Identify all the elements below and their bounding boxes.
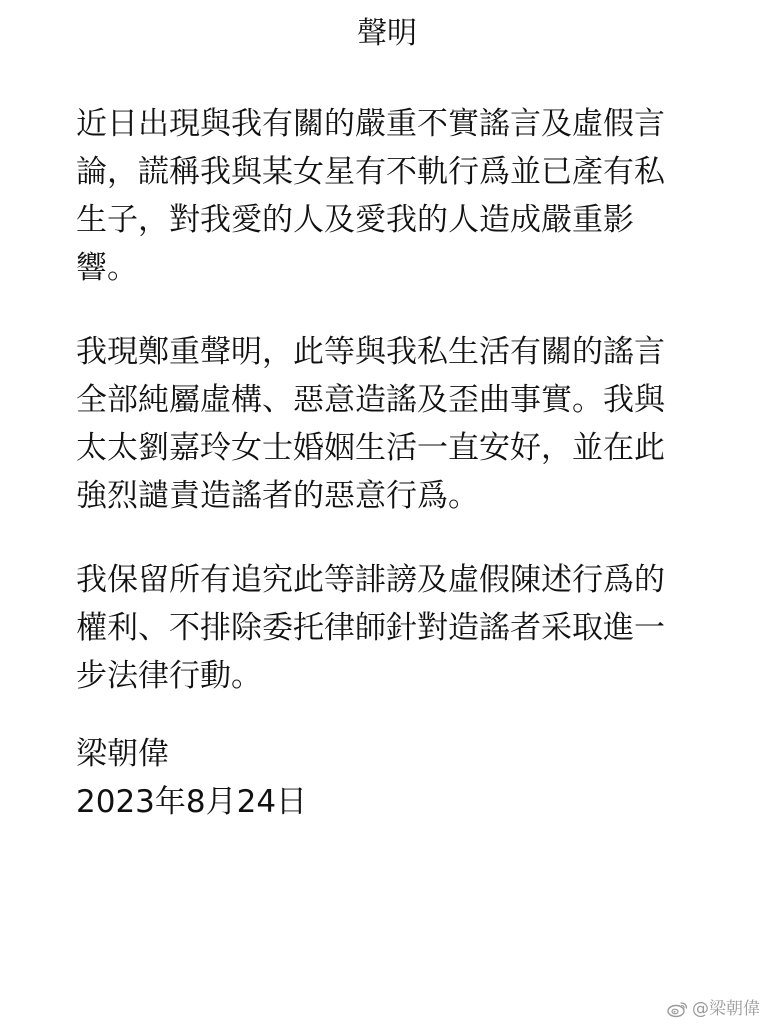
paragraph-1 bbox=[76, 100, 716, 292]
watermark-handle: @梁朝偉 bbox=[692, 999, 760, 1019]
paragraph-line: 響。 bbox=[76, 250, 138, 286]
paragraph-line: 我保留所有追究此等誹謗及虛假陳述行爲的 bbox=[76, 562, 665, 598]
paragraph-2 bbox=[76, 328, 716, 520]
document-title: 聲明 bbox=[357, 16, 417, 51]
paragraph-line: 生子，對我愛的人及愛我的人造成嚴重影 bbox=[76, 202, 634, 238]
signature-date: 2023年8月24日 bbox=[76, 784, 308, 820]
paragraph-line: 步法律行動。 bbox=[76, 658, 262, 694]
paragraph-line: 強烈譴責造謠者的惡意行爲。 bbox=[76, 478, 479, 514]
paragraph-3 bbox=[76, 556, 716, 700]
weibo-watermark bbox=[667, 998, 760, 1020]
paragraph-line: 太太劉嘉玲女士婚姻生活一直安好，並在此 bbox=[76, 430, 665, 466]
weibo-icon bbox=[667, 1000, 689, 1018]
paragraph-line: 我現鄭重聲明，此等與我私生活有關的謠言 bbox=[76, 334, 665, 370]
paragraph-line: 近日出現與我有關的嚴重不實謠言及虛假言 bbox=[76, 106, 665, 142]
signature-name: 梁朝偉 bbox=[76, 736, 169, 772]
signature-block bbox=[76, 730, 716, 826]
paragraph-line: 論，謊稱我與某女星有不軌行爲並已產有私 bbox=[76, 154, 665, 190]
paragraph-line: 全部純屬虛構、惡意造謠及歪曲事實。我與 bbox=[76, 382, 665, 418]
paragraph-line: 權利、不排除委托律師針對造謠者采取進一 bbox=[76, 610, 665, 646]
